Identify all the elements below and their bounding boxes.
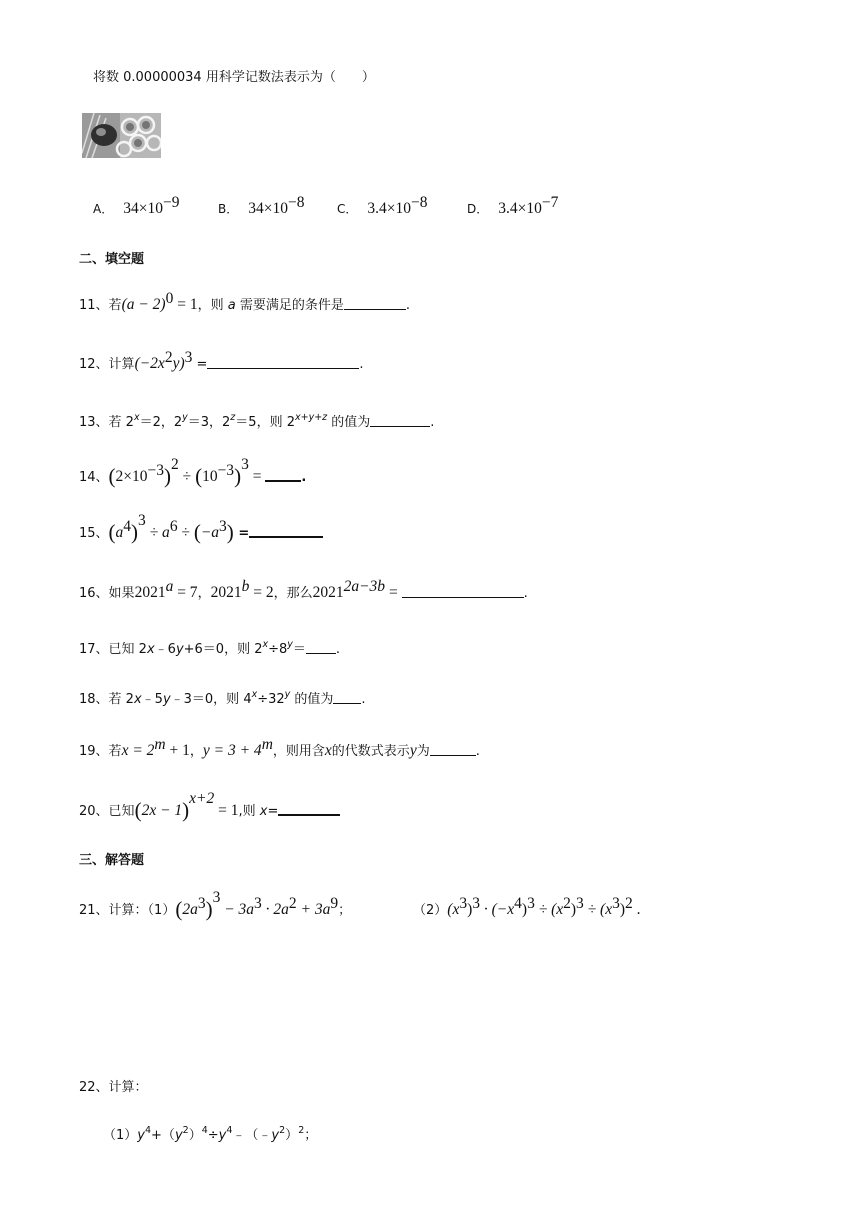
- q21-c2: ): [521, 901, 528, 918]
- q15-eq: =: [233, 526, 250, 541]
- q22-e5: 2: [279, 1125, 286, 1136]
- q16-exp2: b: [241, 578, 250, 595]
- option-c-label: C．: [337, 202, 358, 216]
- q21-f4: 3: [527, 895, 535, 912]
- option-c[interactable]: [337, 194, 428, 218]
- q14-paren-open2: (: [195, 464, 203, 488]
- q11-expr-rhs: = 1: [173, 296, 198, 313]
- q19-mid2: 的代数式表示: [331, 744, 410, 759]
- q20-paren-open: (: [134, 798, 142, 822]
- q13-text2: ＝2，2: [139, 415, 183, 430]
- q22-sub1-label: （1）: [103, 1128, 138, 1143]
- q14-paren-close2: ): [234, 464, 242, 488]
- q21-end: .: [632, 901, 641, 918]
- q19-post: 为: [416, 744, 430, 759]
- q22-t2: ）: [188, 1128, 202, 1143]
- q12-expr2: y): [172, 355, 185, 372]
- option-b[interactable]: [218, 194, 305, 218]
- q14-end: .: [301, 470, 307, 485]
- q13-text1: 若 2: [108, 415, 134, 430]
- question-22: [79, 1076, 148, 1095]
- q17-exp-y: y: [287, 639, 293, 650]
- q20-answer-blank[interactable]: [278, 802, 340, 816]
- q18-t5: 的值为: [290, 692, 334, 707]
- q16-base3: 2021: [312, 584, 344, 601]
- option-a[interactable]: [93, 194, 180, 218]
- q11-number: 11、: [79, 298, 109, 313]
- question-17: [79, 638, 340, 657]
- option-c-exp: −8: [411, 194, 428, 211]
- q13-end: .: [430, 415, 435, 430]
- q16-pre: 如果: [108, 586, 135, 601]
- q21-semi: ；: [338, 903, 352, 918]
- q13-exp-sum: x+y+z: [294, 412, 328, 423]
- option-b-exp: −8: [287, 194, 305, 211]
- q19-var-y: y: [409, 742, 417, 759]
- q16-mid: ，那么: [273, 586, 313, 601]
- question-21-part1: [79, 889, 352, 922]
- q22-e1: 4: [144, 1125, 152, 1136]
- q18-t3: ﹣3＝0，则 4: [170, 692, 252, 707]
- q14-inner2: 10: [202, 468, 218, 485]
- option-d-coef: 3.4: [498, 200, 518, 217]
- q20-post: ,则: [238, 804, 260, 819]
- question-21-part2: [413, 895, 641, 919]
- q22-end: ；: [304, 1128, 318, 1143]
- q13-text4: ＝5，则 2: [235, 415, 295, 430]
- q10-stem: 将数 0.00000034 用科学记数法表示为（ ）: [93, 70, 375, 85]
- q22-t3: ÷: [207, 1128, 219, 1143]
- q11-end: .: [405, 298, 410, 313]
- q12-eq: =: [192, 357, 208, 372]
- question-14: [79, 456, 307, 489]
- q21-c1: ): [467, 901, 473, 918]
- option-a-exp: −9: [162, 194, 180, 211]
- q19-exp1: m: [154, 736, 166, 753]
- q17-t2: ﹣6: [154, 642, 176, 657]
- q15-base2: −a: [200, 524, 220, 541]
- q12-expr: (−2x: [134, 355, 165, 372]
- option-a-label: A．: [93, 202, 114, 216]
- q21-d3: ÷ (x: [583, 901, 613, 918]
- q13-text3: ＝3，2: [187, 415, 231, 430]
- q19-number: 19、: [79, 744, 109, 759]
- q22-number: 22、: [79, 1080, 109, 1095]
- q17-t4: ÷8: [268, 642, 288, 657]
- q20-inner: 2x − 1: [141, 802, 183, 819]
- q19-mid: ，则用含: [272, 744, 325, 759]
- q21-c4: ): [619, 901, 626, 918]
- section-2-title: 二、填空题: [79, 252, 145, 267]
- q11-var: a: [227, 298, 236, 313]
- q16-base1: 2021: [134, 584, 166, 601]
- q18-exp-x: x: [251, 689, 258, 700]
- q17-end: .: [335, 642, 341, 657]
- q16-exp3: 2a−3b: [343, 578, 386, 595]
- q15-paren-open2: (: [193, 520, 201, 544]
- q21-exp3: 3: [254, 895, 262, 912]
- option-d-times: ×10: [517, 200, 542, 217]
- q19-eq1-tail: + 1: [165, 742, 190, 759]
- q16-val1: = 7: [173, 584, 198, 601]
- question-16: [79, 578, 528, 602]
- q19-var-x: x: [324, 742, 332, 759]
- q16-eq: =: [385, 584, 402, 601]
- q20-eqs: =: [267, 804, 279, 819]
- q11-exp: 0: [165, 290, 174, 307]
- q21-paren-close: ): [205, 897, 213, 921]
- q18-answer-blank[interactable]: [333, 691, 361, 704]
- q15-exp1: 4: [123, 518, 132, 535]
- q22-e3: 4: [201, 1125, 208, 1136]
- q17-answer-blank[interactable]: [306, 641, 336, 654]
- q11-post: 需要满足的条件是: [235, 298, 344, 313]
- q16-number: 16、: [79, 586, 109, 601]
- q14-exp3: −3: [217, 462, 235, 479]
- option-d-exp: −7: [541, 194, 559, 211]
- q14-div: ÷: [178, 468, 196, 485]
- q21-x1: (x: [447, 901, 460, 918]
- q11-answer-blank[interactable]: [344, 297, 406, 310]
- q21-plus: + 3a: [296, 901, 331, 918]
- q19-pre: 若: [108, 744, 122, 759]
- q21-pre: 计算：（1）: [108, 903, 176, 918]
- q13-number: 13、: [79, 415, 109, 430]
- q22-y2: y: [174, 1128, 183, 1143]
- q16-val2: = 2: [249, 584, 274, 601]
- q21-f1: 3: [459, 895, 468, 912]
- option-a-coef: 34: [123, 200, 139, 217]
- q17-number: 17、: [79, 642, 109, 657]
- q17-x: x: [146, 642, 155, 657]
- q11-expr: (a − 2): [121, 296, 166, 313]
- q12-end: .: [359, 357, 364, 372]
- question-13: [79, 411, 434, 430]
- q15-base1: a: [115, 524, 124, 541]
- q19-end: .: [475, 744, 480, 759]
- q16-base2: 2021: [210, 584, 242, 601]
- q17-t1: 已知 2: [108, 642, 147, 657]
- q14-answer-blank[interactable]: [265, 468, 301, 482]
- q20-exp: x+2: [189, 790, 215, 807]
- q22-y4: y: [271, 1128, 280, 1143]
- q21-exp5: 9: [330, 895, 339, 912]
- q21-dot: · 2a: [261, 901, 289, 918]
- q19-exp2: m: [261, 736, 273, 753]
- q12-answer-blank[interactable]: [207, 356, 359, 369]
- q13-exp-x: x: [133, 412, 140, 423]
- q13-answer-blank[interactable]: [370, 414, 430, 427]
- q18-t2: ﹣5: [141, 692, 163, 707]
- question-image: [82, 113, 161, 158]
- q21-rest: − 3a: [220, 901, 255, 918]
- q21-f6: 3: [576, 895, 584, 912]
- q15-number: 15、: [79, 526, 109, 541]
- q21-d1: · (−x: [480, 901, 515, 918]
- q12-exp2: 3: [184, 349, 193, 366]
- q18-x: x: [133, 692, 142, 707]
- q21-paren-open: (: [175, 897, 183, 921]
- q14-eq: =: [248, 468, 266, 485]
- q21-exp4: 2: [288, 895, 297, 912]
- option-d[interactable]: [467, 194, 559, 218]
- q22-t1: +（: [151, 1128, 175, 1143]
- q20-eq: = 1: [214, 802, 239, 819]
- q18-t4: ÷32: [257, 692, 285, 707]
- q17-t3: +6＝0，则 2: [183, 642, 263, 657]
- q19-answer-blank[interactable]: [430, 743, 476, 756]
- q13-exp-z: z: [230, 412, 236, 423]
- q21-f3: 4: [514, 895, 522, 912]
- q21-f5: 2: [563, 895, 571, 912]
- section-3-title: 三、解答题: [79, 853, 145, 868]
- q12-pre: 计算: [108, 357, 135, 372]
- option-c-times: ×10: [386, 200, 412, 217]
- q15-mid: ÷ a: [145, 524, 170, 541]
- q13-exp-y: y: [182, 412, 188, 423]
- q21-number: 21、: [79, 903, 109, 918]
- q14-paren-close1: ): [164, 464, 172, 488]
- q16-exp1: a: [165, 578, 174, 595]
- q14-exp1: −3: [147, 462, 165, 479]
- q14-number: 14、: [79, 470, 109, 485]
- question-20: [79, 790, 340, 823]
- q16-answer-blank[interactable]: [402, 585, 524, 598]
- q14-paren-open1: (: [108, 464, 116, 488]
- q18-number: 18、: [79, 692, 109, 707]
- q18-t1: 若 2: [108, 692, 134, 707]
- q19-sep: ，: [189, 744, 203, 759]
- q13-text5: 的值为: [327, 415, 371, 430]
- question-15: [79, 512, 323, 545]
- q15-div: ÷: [177, 524, 194, 541]
- q21-exp2: 3: [212, 889, 221, 906]
- q15-paren-close1: ): [131, 520, 139, 544]
- q21-f7: 3: [612, 895, 620, 912]
- q17-t5: ＝: [292, 642, 306, 657]
- q22-e6: 2: [298, 1125, 305, 1136]
- q19-eq2: y = 3 + 4: [202, 742, 262, 759]
- q16-end: .: [523, 586, 528, 601]
- q19-eq1: x = 2: [121, 742, 155, 759]
- q22-e2: 2: [182, 1125, 189, 1136]
- q15-exp2: 3: [138, 512, 146, 529]
- q15-paren-close2: ): [226, 520, 234, 544]
- q15-paren-open1: (: [108, 520, 116, 544]
- q22-t4: ﹣（﹣: [232, 1128, 272, 1143]
- q22-pre: 计算：: [108, 1080, 148, 1095]
- q11-mid: ，则: [197, 298, 228, 313]
- q20-number: 20、: [79, 804, 109, 819]
- option-d-label: D．: [467, 202, 489, 216]
- q21-exp1: 3: [197, 895, 206, 912]
- q20-paren-close: ): [182, 798, 190, 822]
- q14-exp2: 2: [171, 456, 179, 473]
- question-22-part1: [103, 1124, 317, 1143]
- q22-e4: 4: [226, 1125, 233, 1136]
- q21-pre2: （2）: [413, 903, 448, 918]
- q14-exp4: 3: [241, 456, 249, 473]
- question-19: [79, 736, 480, 760]
- q21-d2: ÷ (x: [534, 901, 564, 918]
- q21-base: 2a: [182, 901, 198, 918]
- q21-c3: ): [570, 901, 577, 918]
- q12-number: 12、: [79, 357, 109, 372]
- q15-exp4: 3: [219, 518, 227, 535]
- option-c-coef: 3.4: [367, 200, 387, 217]
- q15-exp3: 6: [169, 518, 178, 535]
- option-a-times: ×10: [138, 200, 163, 217]
- q22-y1: y: [137, 1128, 145, 1143]
- question-18: [79, 688, 366, 707]
- question-11: [79, 290, 410, 314]
- q14-inner1: 2×10: [115, 468, 148, 485]
- q18-y: y: [162, 692, 171, 707]
- question-12: [79, 349, 364, 373]
- q17-exp-x: x: [262, 639, 269, 650]
- option-b-coef: 34: [248, 200, 264, 217]
- q18-end: .: [361, 692, 366, 707]
- q21-f2: 3: [472, 895, 480, 912]
- q18-exp-y: y: [284, 689, 291, 700]
- q20-pre: 已知: [108, 804, 135, 819]
- q15-answer-blank[interactable]: [249, 524, 323, 538]
- option-b-times: ×10: [263, 200, 288, 217]
- q22-y3: y: [218, 1128, 227, 1143]
- q16-sep: ，: [197, 586, 211, 601]
- q11-pre: 若: [108, 298, 122, 313]
- q20-x: x: [259, 804, 268, 819]
- q21-f8: 2: [625, 895, 633, 912]
- q12-exp1: 2: [164, 349, 173, 366]
- q17-y: y: [175, 642, 184, 657]
- option-b-label: B．: [218, 202, 239, 216]
- q22-t5: ）: [285, 1128, 299, 1143]
